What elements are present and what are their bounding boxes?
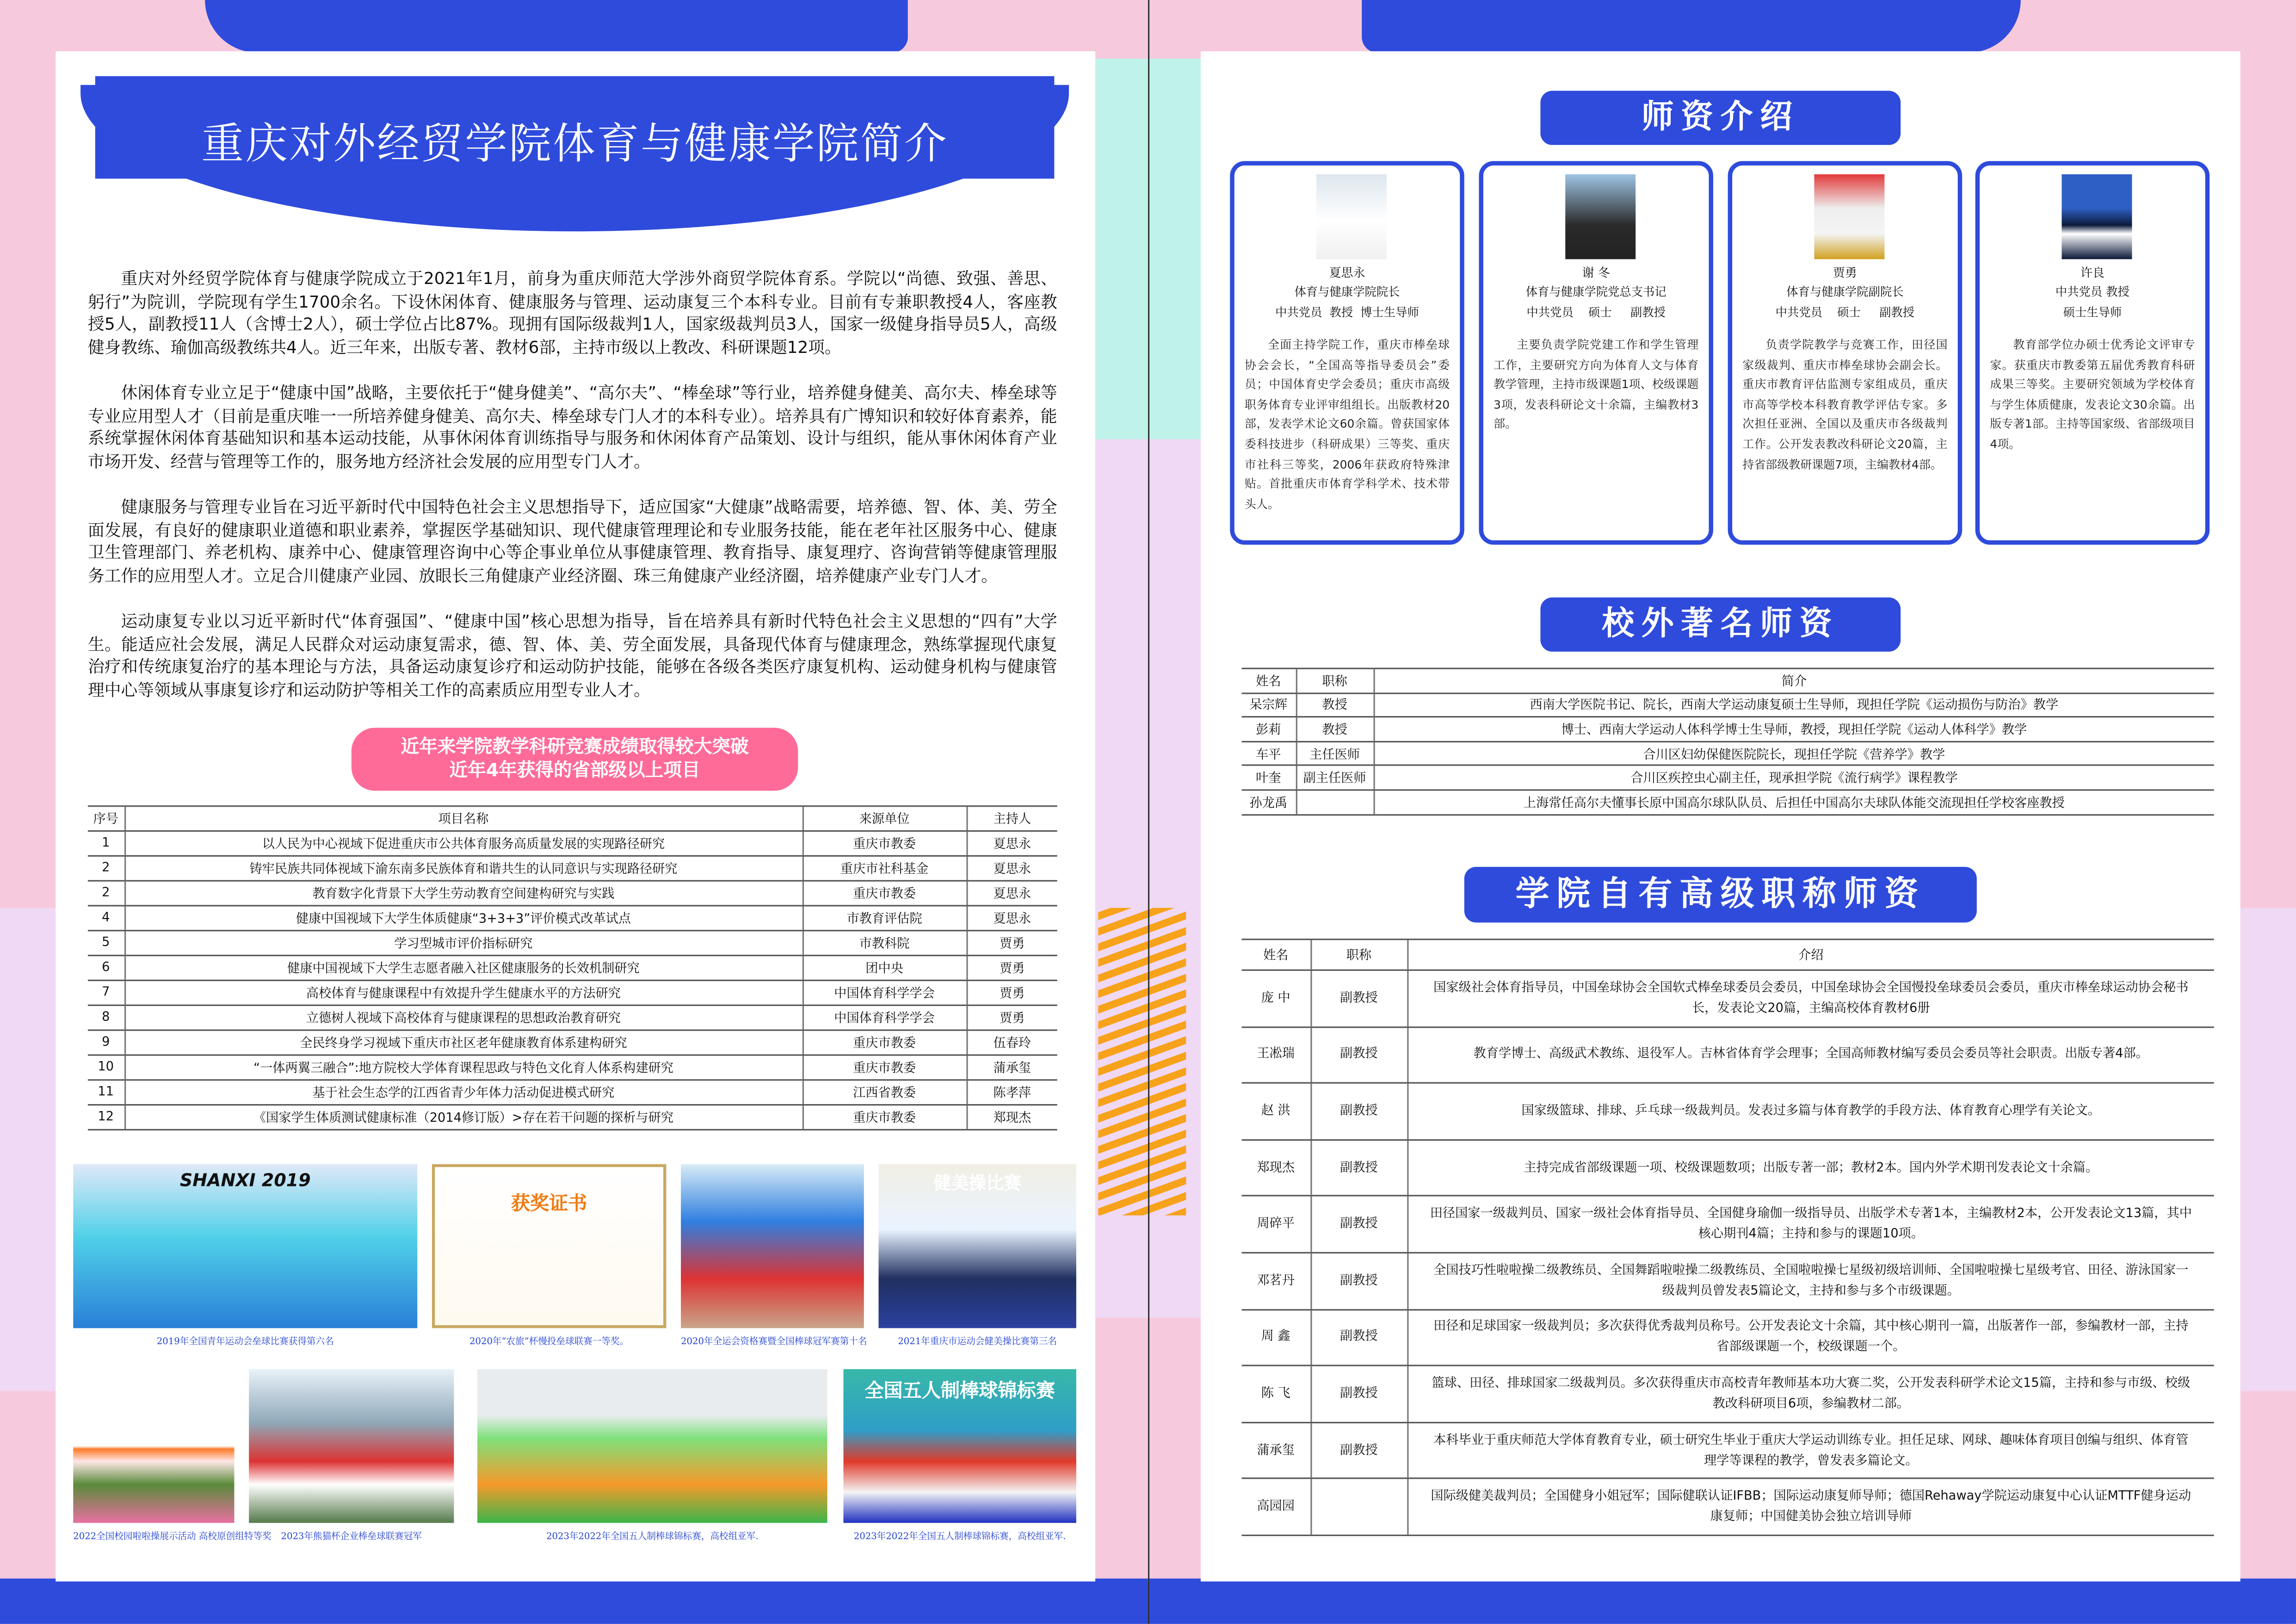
header-intro: 简介 bbox=[1374, 668, 2214, 693]
cell-source-unit: 江西省教委 bbox=[802, 1080, 967, 1105]
orange-brush-shape bbox=[1098, 908, 1186, 1216]
faculty-photo bbox=[2061, 174, 2132, 259]
cell-host: 陈孝萍 bbox=[966, 1080, 1057, 1105]
faculty-position: 体育与健康学院院长 bbox=[1294, 285, 1400, 299]
faculty-credentials: 中共党员 教授 博士生导师 bbox=[1275, 306, 1419, 320]
cell-index: 4 bbox=[88, 906, 124, 931]
table-row bbox=[88, 956, 1057, 981]
cell-intro: 田径和足球国家一级裁判员；多次获得优秀裁判员称号。公开发表论文十余篇，其中核心期刊一篇，出版著作一部，参编教材一部，主持省部级课题一个，校级课题一个。 bbox=[1407, 1309, 2214, 1365]
faculty-card bbox=[1479, 161, 1713, 544]
external-faculty-table bbox=[1242, 668, 2214, 815]
photo-caption: 2020年全运会资格赛暨全国棒球冠军赛第十名 bbox=[681, 1337, 867, 1347]
page-title: 重庆对外经贸学院体育与健康学院简介 bbox=[201, 118, 948, 169]
cell-intro: 田径国家一级裁判员、国家一级社会体育指导员、全国健身瑜伽一级指导员、出版学术专著1本，主编教材2本，公开发表论文13篇，其中核心期刊4篇；主持和参与的课题10项。 bbox=[1407, 1196, 2214, 1253]
cell-source-unit: 重庆市社科基金 bbox=[802, 856, 967, 881]
cell-source-unit: 重庆市教委 bbox=[802, 831, 967, 856]
header-title: 职称 bbox=[1296, 668, 1374, 693]
faculty-bio: 全面主持学院工作，重庆市棒垒球协会会长，“全国高等指导委员会”委员；中国体育史学会委员；重庆市高级职务体育专业评审组组长。出版教材20部，发表学术论文60余篇。曾获国家体委科技进步（科研成果）三等奖、重庆市社科三等奖，2006年获政府特殊津贴。首批重庆市体育学科学术、技术带头人。 bbox=[1244, 338, 1450, 511]
cell-title: 副教授 bbox=[1310, 1366, 1407, 1422]
table-row bbox=[1242, 1196, 2214, 1253]
leisure-sports-paragraph: 休闲体育专业立足于“健康中国”战略，主要依托于“健身健美”、“高尔夫”、“棒垒球”等行业，培养健身健美、高尔夫、棒垒球等专业应用型人才（目前是重庆唯一一所培养健身健美、高尔夫、棒垒球专门人才的本科专业）。培养具有广博知识和较好体育素养，能系统掌握休闲体育基础知识和基本运动技能，从事休闲体育训练指导与服务和休闲体育产品策划、设计与组织，能从事休闲体育产业市场开发、经营与管理等工作的，服务地方经济社会发展的应用型专门人才。 bbox=[87, 383, 1057, 471]
cell-source-unit: 团中央 bbox=[802, 956, 967, 981]
faculty-card bbox=[1728, 161, 1963, 544]
cell-intro: 国家级篮球、排球、乒乓球一级裁判员。发表过多篇与体育教学的手段方法、体育教育心理学有关论文。 bbox=[1407, 1083, 2214, 1140]
cell-project-name: “一体两翼三融合”:地方院校大学体育课程思政与特色文化育人体系构建研究 bbox=[124, 1055, 802, 1080]
table-row bbox=[1242, 766, 2214, 790]
faculty-credentials: 中共党员 硕士 副教授 bbox=[1526, 306, 1666, 320]
cell-intro: 合川区妇幼保健医院院长，现担任学院《营养学》教学 bbox=[1374, 741, 2214, 766]
table-row bbox=[88, 1030, 1057, 1055]
cell-title: 副教授 bbox=[1310, 970, 1407, 1026]
cell-name: 叶奎 bbox=[1242, 766, 1296, 790]
spine-line bbox=[1148, 0, 1149, 1624]
cell-host: 贾勇 bbox=[966, 931, 1057, 956]
cell-source-unit: 重庆市教委 bbox=[802, 881, 967, 906]
award-photo bbox=[844, 1369, 1076, 1523]
header-host: 主持人 bbox=[966, 806, 1057, 831]
faculty-photo bbox=[1814, 174, 1884, 259]
cell-title bbox=[1296, 790, 1374, 815]
cell-intro: 合川区疾控虫心副主任，现承担学院《流行病学》课程教学 bbox=[1374, 766, 2214, 790]
table-row bbox=[1242, 1422, 2214, 1479]
cell-intro: 全国技巧性啦啦操二级教练员、全国舞蹈啦啦操二级教练员、全国啦啦操七星级初级培训师、全国啦啦操七星级考官、田径、游泳国家一级裁判员曾发表5篇论文，主持和参与多个市级课题。 bbox=[1407, 1253, 2214, 1309]
faculty-photo bbox=[1316, 174, 1387, 259]
cell-name: 周 鑫 bbox=[1242, 1309, 1311, 1365]
lilac-right-shape bbox=[2240, 908, 2296, 1391]
cell-name: 王凇瑞 bbox=[1242, 1027, 1311, 1083]
external-faculty-section-title: 校外著名师资 bbox=[1540, 598, 1901, 652]
faculty-name: 夏思永 bbox=[1329, 265, 1365, 280]
cell-project-name: 学习型城市评价指标研究 bbox=[124, 931, 802, 956]
cell-title bbox=[1310, 1479, 1407, 1535]
cell-index: 1 bbox=[88, 831, 124, 856]
cell-name: 邓茗丹 bbox=[1242, 1253, 1311, 1309]
cell-title: 副教授 bbox=[1310, 1309, 1407, 1365]
cell-source-unit: 中国体育科学学会 bbox=[802, 981, 967, 1006]
photo-caption: 2021年重庆市运动会健美操比赛第三名 bbox=[898, 1337, 1057, 1347]
faculty-photo bbox=[1565, 174, 1636, 259]
table-row bbox=[1242, 790, 2214, 815]
table-header-row bbox=[88, 806, 1057, 831]
cell-title: 主任医师 bbox=[1296, 741, 1374, 766]
table-row bbox=[1242, 741, 2214, 766]
table-row bbox=[1242, 1309, 2214, 1365]
cell-title: 教授 bbox=[1296, 717, 1374, 741]
cell-title: 副教授 bbox=[1310, 1253, 1407, 1309]
cell-project-name: 健康中国视域下大学生志愿者融入社区健康服务的长效机制研究 bbox=[124, 956, 802, 981]
photo-logo-text: 全国五人制棒球锦标赛 bbox=[864, 1381, 1055, 1403]
projects-table bbox=[88, 805, 1057, 1130]
award-photo bbox=[73, 1369, 234, 1523]
cell-source-unit: 重庆市教委 bbox=[802, 1055, 967, 1080]
header-source: 来源单位 bbox=[802, 806, 967, 831]
header-title: 职称 bbox=[1310, 939, 1407, 970]
cell-project-name: 以人民为中心视域下促进重庆市公共体育服务高质量发展的实现路径研究 bbox=[124, 831, 802, 856]
table-row bbox=[88, 1005, 1057, 1030]
banner-line-1: 近年来学院教学科研竞赛成绩取得较大突破 bbox=[401, 735, 749, 757]
table-header-row bbox=[1242, 668, 2214, 693]
award-photo bbox=[73, 1164, 417, 1328]
cell-host: 蒲承玺 bbox=[966, 1055, 1057, 1080]
cell-project-name: 教育数字化背景下大学生劳动教育空间建构研究与实践 bbox=[124, 881, 802, 906]
cell-intro: 国际级健美裁判员；全国健身小姐冠军；国际健联认证IFBB；国际运动康复师导师；德国Rehaway学院运动康复中心认证MTTF健身运动康复师；中国健美协会独立培训导师 bbox=[1407, 1479, 2214, 1535]
cell-index: 2 bbox=[88, 856, 124, 881]
award-photo bbox=[249, 1369, 454, 1523]
sports-rehab-paragraph: 运动康复专业以习近平新时代“体育强国”、“健康中国”核心思想为指导，旨在培养具有新时代特色社会主义思想的“四有”大学生。能适应社会发展，满足人民群众对运动康复需求，德、智、体、美、劳全面发展，具备现代体育与健康理念，熟练掌握现代康复治疗和传统康复治疗的基本理论与方法，具备运动康复诊疗和运动防护技能，能够在各级各类医疗康复机构、运动健身机构与健康管理中心等领域从事康复诊疗和运动防护等相关工作的高素质应用型专业人才。 bbox=[87, 612, 1057, 700]
cell-index: 8 bbox=[88, 1005, 124, 1030]
cell-name: 彭莉 bbox=[1242, 717, 1296, 741]
table-row bbox=[1242, 693, 2214, 717]
blue-top-left-shape bbox=[205, 0, 908, 53]
lilac-left-shape bbox=[0, 908, 56, 1391]
photo-logo-text: 健美操比赛 bbox=[933, 1173, 1022, 1194]
cell-project-name: 《国家学生体质测试健康标准（2014修订版）>存在若干问题的探析与研究 bbox=[124, 1105, 802, 1130]
photo-caption: 2022全国校园啦啦操展示活动 高校原创组特等奖 bbox=[73, 1531, 272, 1542]
cell-intro: 国家级社会体育指导员，中国垒球协会全国软式棒垒球委员会委员，中国垒球协会全国慢投垒球委员会委员，重庆市棒垒球运动协会秘书长，发表论文20篇，主编高校体育教材6册 bbox=[1407, 970, 2214, 1026]
cell-index: 9 bbox=[88, 1030, 124, 1055]
photo-caption: 2023年2022年全国五人制棒球锦标赛，高校组亚军. bbox=[853, 1531, 1066, 1542]
table-row bbox=[1242, 1140, 2214, 1196]
cell-source-unit: 市教育评估院 bbox=[802, 906, 967, 931]
cell-name: 庞 中 bbox=[1242, 970, 1311, 1026]
cell-source-unit: 市教科院 bbox=[802, 931, 967, 956]
table-row bbox=[1242, 1253, 2214, 1309]
cell-intro: 主持完成省部级课题一项、校级课题数项；出版专著一部；教材2本。国内外学术期刊发表论文十余篇。 bbox=[1407, 1140, 2214, 1196]
table-row bbox=[88, 856, 1057, 881]
cell-name: 呆宗辉 bbox=[1242, 693, 1296, 717]
award-photo bbox=[432, 1164, 667, 1328]
cell-host: 夏思永 bbox=[966, 856, 1057, 881]
cell-title: 副主任医师 bbox=[1296, 766, 1374, 790]
cell-title: 副教授 bbox=[1310, 1083, 1407, 1140]
cell-name: 高园园 bbox=[1242, 1479, 1311, 1535]
header-name: 姓名 bbox=[1242, 939, 1311, 970]
table-row bbox=[88, 981, 1057, 1006]
table-row bbox=[88, 931, 1057, 956]
cell-name: 蒲承玺 bbox=[1242, 1422, 1311, 1479]
faculty-credentials: 硕士生导师 bbox=[2063, 306, 2122, 320]
cell-index: 7 bbox=[88, 981, 124, 1006]
cell-name: 周碎平 bbox=[1242, 1196, 1311, 1253]
faculty-credentials: 中共党员 硕士 副教授 bbox=[1775, 306, 1915, 320]
cell-host: 伍春玲 bbox=[966, 1030, 1057, 1055]
cell-index: 12 bbox=[88, 1105, 124, 1130]
intro-paragraph: 重庆对外经贸学院体育与健康学院成立于2021年1月，前身为重庆师范大学涉外商贸学院体育系。学院以“尚德、致强、善思、躬行”为院训，学院现有学生1700余名。下设休闲体育、健康服务与管理、运动康复三个本科专业。目前有专兼职教授4人，客座教授5人，副教授11人（含博士2人），硕士学位占比87%。现拥有国际级裁判1人，国家级裁判员3人，国家一级健身指导员5人，高级健身教练、瑜伽高级教练共4人。近三年来，出版专著、教材6部，主持市级以上教改、科研课题12项。 bbox=[87, 269, 1057, 357]
table-row bbox=[88, 1105, 1057, 1130]
header-name: 姓名 bbox=[1242, 668, 1296, 693]
photo-caption: 2023年2022年全国五人制棒球锦标赛，高校组亚军. bbox=[546, 1531, 759, 1542]
cell-name: 赵 洪 bbox=[1242, 1083, 1311, 1140]
cell-intro: 本科毕业于重庆师范大学体育教育专业，硕士研究生毕业于重庆大学运动训练专业。担任足球、网球、趣味体育项目创编与组织、体育管理学等课程的教学，曾发表多篇论文。 bbox=[1407, 1422, 2214, 1479]
cell-project-name: 高校体育与健康课程中有效提升学生健康水平的方法研究 bbox=[124, 981, 802, 1006]
cell-project-name: 基于社会生态学的江西省青少年体力活动促进模式研究 bbox=[124, 1080, 802, 1105]
cell-intro: 博士、西南大学运动人体科学博士生导师，教授，现担任学院《运动人体科学》教学 bbox=[1374, 717, 2214, 741]
cell-title: 副教授 bbox=[1310, 1422, 1407, 1479]
cell-host: 贾勇 bbox=[966, 981, 1057, 1006]
blue-top-right-shape bbox=[1362, 0, 2021, 53]
table-row bbox=[1242, 1366, 2214, 1422]
faculty-name: 许良 bbox=[2080, 265, 2105, 280]
cell-index: 6 bbox=[88, 956, 124, 981]
cell-source-unit: 重庆市教委 bbox=[802, 1030, 967, 1055]
cell-intro: 西南大学医院书记、院长，西南大学运动康复硕士生导师，现担任学院《运动损伤与防治》教学 bbox=[1374, 693, 2214, 717]
faculty-section-title: 师资介绍 bbox=[1540, 91, 1901, 145]
table-row bbox=[1242, 970, 2214, 1026]
faculty-position: 体育与健康学院党总支书记 bbox=[1525, 285, 1666, 299]
table-row bbox=[88, 881, 1057, 906]
table-row bbox=[88, 906, 1057, 931]
cell-intro: 上海常任高尔夫懂事长原中国高尔球队队员、后担任中国高尔夫球队体能交流现担任学校客座教授 bbox=[1374, 790, 2214, 815]
cell-name: 孙龙禹 bbox=[1242, 790, 1296, 815]
cell-index: 5 bbox=[88, 931, 124, 956]
cell-project-name: 健康中国视域下大学生体质健康“3+3+3”评价模式改革试点 bbox=[124, 906, 802, 931]
photo-caption: 2020年“农旅”杯慢投垒球联赛一等奖。 bbox=[469, 1337, 629, 1347]
photo-logo-text: SHANXI 2019 bbox=[179, 1170, 311, 1191]
faculty-bio: 教育部学位办硕士优秀论文评审专家。获重庆市教委第五届优秀教育科研成果三等奖。主要研究领域为学校体育与学生体质健康，发表论文30余篇。出版专著1部。主持等国家级、省部级项目4项。 bbox=[1990, 338, 2195, 451]
senior-faculty-table bbox=[1242, 939, 2214, 1536]
cell-name: 陈 飞 bbox=[1242, 1366, 1311, 1422]
cell-title: 副教授 bbox=[1310, 1196, 1407, 1253]
cell-index: 11 bbox=[88, 1080, 124, 1105]
cell-host: 贾勇 bbox=[966, 1005, 1057, 1030]
cell-host: 郑现杰 bbox=[966, 1105, 1057, 1130]
cell-project-name: 立德树人视域下高校体育与健康课程的思想政治教育研究 bbox=[124, 1005, 802, 1030]
photo-caption: 2019年全国青年运动会垒球比赛获得第六名 bbox=[156, 1337, 334, 1347]
photo-caption: 2023年熊猫杯企业棒垒球联赛冠军 bbox=[281, 1531, 422, 1542]
faculty-bio: 主要负责学院党建工作和学生管理工作，主要研究方向为体育人文与体育教学管理，主持市级课题1项、校级课题3项，发表科研论文十余篇，主编教材3部。 bbox=[1494, 338, 1699, 431]
table-row bbox=[88, 1080, 1057, 1105]
table-row bbox=[88, 831, 1057, 856]
cell-project-name: 全民终身学习视域下重庆市社区老年健康教育体系建构研究 bbox=[124, 1030, 802, 1055]
cell-host: 夏思永 bbox=[966, 831, 1057, 856]
table-row bbox=[1242, 1083, 2214, 1140]
cell-host: 夏思永 bbox=[966, 906, 1057, 931]
cell-index: 2 bbox=[88, 881, 124, 906]
header-index: 序号 bbox=[88, 806, 124, 831]
achievements-banner bbox=[352, 728, 798, 790]
table-row bbox=[1242, 1027, 2214, 1083]
cell-intro: 教育学博士、高级武术教练、退役军人。吉林省体育学会理事；全国高师教材编写委员会委员等社会职责。出版专著4部。 bbox=[1407, 1027, 2214, 1083]
table-row bbox=[1242, 1479, 2214, 1535]
cell-intro: 篮球、田径、排球国家二级裁判员。多次获得重庆市高校青年教师基本功大赛二奖，公开发表科研学术论文15篇，主持和参与市级、校级教改科研项目6项，参编教材二部。 bbox=[1407, 1366, 2214, 1422]
health-management-paragraph: 健康服务与管理专业旨在习近平新时代中国特色社会主义思想指导下，适应国家“大健康”战略需要，培养德、智、体、美、劳全面发展，有良好的健康职业道德和职业素养，掌握医学基础知识、现代健康管理理论和专业服务技能，能在老年社区服务中心、健康卫生管理部门、养老机构、康养中心、健康管理咨询中心等企事业单位从事健康管理、教育指导、康复理疗、咨询营销等健康管理服务工作的应用型人才。立足合川健康产业园、放眼长三角健康产业经济圈、珠三角健康产业经济圈，培养健康产业专门人才。 bbox=[87, 498, 1057, 586]
cell-project-name: 铸牢民族共同体视域下渝东南多民族体育和谐共生的认同意识与实现路径研究 bbox=[124, 856, 802, 881]
faculty-card bbox=[1975, 161, 2210, 544]
banner-line-2: 近年4年获得的省部级以上项目 bbox=[449, 758, 700, 781]
table-row bbox=[88, 1055, 1057, 1080]
photo-logo-text: 获奖证书 bbox=[511, 1193, 587, 1216]
cell-name: 车平 bbox=[1242, 741, 1296, 766]
header-project: 项目名称 bbox=[124, 806, 802, 831]
faculty-position: 中共党员 教授 bbox=[2055, 285, 2129, 299]
table-header-row bbox=[1242, 939, 2214, 970]
cell-host: 夏思永 bbox=[966, 881, 1057, 906]
table-row bbox=[1242, 717, 2214, 741]
faculty-name: 谢 冬 bbox=[1582, 265, 1610, 280]
cell-name: 郑现杰 bbox=[1242, 1140, 1311, 1196]
award-photo bbox=[477, 1369, 827, 1523]
cell-title: 副教授 bbox=[1310, 1027, 1407, 1083]
cell-host: 贾勇 bbox=[966, 956, 1057, 981]
cell-title: 副教授 bbox=[1310, 1140, 1407, 1196]
senior-faculty-section-title: 学院自有高级职称师资 bbox=[1464, 867, 1977, 922]
faculty-card bbox=[1230, 161, 1464, 544]
award-photo bbox=[878, 1164, 1076, 1328]
faculty-name: 贾勇 bbox=[1833, 265, 1857, 280]
faculty-position: 体育与健康学院副院长 bbox=[1786, 285, 1904, 299]
cell-title: 教授 bbox=[1296, 693, 1374, 717]
award-photo bbox=[681, 1164, 864, 1328]
faculty-bio: 负责学院教学与竞赛工作，田径国家级裁判、重庆市棒垒球协会副会长。重庆市教育评估监测专家组成员，重庆市高等学校本科教育教学评估专家。多次担任亚洲、全国以及重庆市各级裁判工作。公开发表教改科研论文20篇，主持省部级教研课题7项，主编教材4部。 bbox=[1742, 338, 1948, 471]
cell-source-unit: 重庆市教委 bbox=[802, 1105, 967, 1130]
cell-index: 10 bbox=[88, 1055, 124, 1080]
cell-source-unit: 中国体育科学学会 bbox=[802, 1005, 967, 1030]
header-intro: 介绍 bbox=[1407, 939, 2214, 970]
